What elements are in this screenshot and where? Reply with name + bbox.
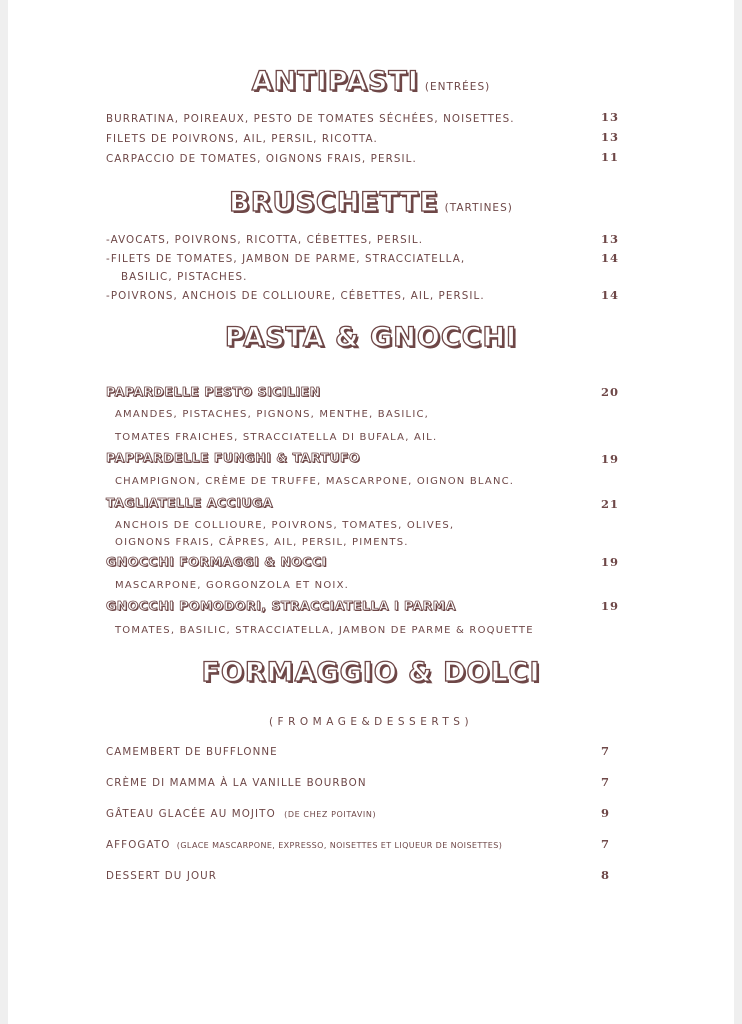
dish-description: AMANDES, PISTACHES, PIGNONS, MENTHE, BASILIC, <box>115 409 430 420</box>
antipasti-heading <box>8 66 734 97</box>
dish-description: TOMATES, BASILIC, STRACCIATELLA, JAMBON DE PARME & ROQUETTE <box>115 625 534 636</box>
item-price: 14 <box>601 251 620 265</box>
item-text <box>106 839 502 851</box>
item-note: (DE CHEZ POITAVIN) <box>284 810 377 819</box>
item-price: 7 <box>601 744 611 758</box>
item-price: 21 <box>601 497 620 511</box>
dish-description: ANCHOIS DE COLLIOURE, POIVRONS, TOMATES, OLIVES, <box>115 520 455 531</box>
item-price: 19 <box>601 452 620 466</box>
item-name: GÂTEAU GLACÉE AU MOJITO <box>106 808 276 820</box>
pasta-title: PASTA & GNOCCHI <box>224 322 518 353</box>
dish-name: GNOCCHI FORMAGGI & NOCCI <box>106 554 327 569</box>
item-price: 13 <box>601 232 620 246</box>
dish-description: OIGNONS FRAIS, CÂPRES, AIL, PERSIL, PIMENTS. <box>115 537 409 548</box>
item-price: 7 <box>601 837 611 851</box>
dish-description: TOMATES FRAICHES, STRACCIATELLA DI BUFALA, AIL. <box>115 432 438 443</box>
item-text: -POIVRONS, ANCHOIS DE COLLIOURE, CÉBETTES, AIL, PERSIL. <box>106 290 485 302</box>
bruschette-subtitle: (TARTINES) <box>444 202 513 214</box>
bruschette-heading <box>8 187 734 218</box>
item-text: DESSERT DU JOUR <box>106 870 218 882</box>
dish-name: TAGLIATELLE ACCIUGA <box>106 495 273 510</box>
bruschette-title: BRUSCHETTE <box>229 187 439 218</box>
item-price: 20 <box>601 385 620 399</box>
item-name: AFFOGATO <box>106 839 171 851</box>
item-price: 19 <box>601 555 620 569</box>
item-text: BASILIC, PISTACHES. <box>121 271 248 283</box>
dish-name: GNOCCHI POMODORI, STRACCIATELLA I PARMA <box>106 598 456 613</box>
item-price: 19 <box>601 599 620 613</box>
item-price: 9 <box>601 806 611 820</box>
item-text: BURRATINA, POIREAUX, PESTO DE TOMATES SÉCHÉES, NOISETTES. <box>106 113 515 125</box>
formaggio-subtitle: (FROMAGE&DESSERTS) <box>268 716 474 728</box>
item-text: CAMEMBERT DE BUFFLONNE <box>106 746 278 758</box>
item-price: 13 <box>601 110 620 124</box>
item-note: (GLACE MASCARPONE, EXPRESSO, NOISETTES ET LIQUEUR DE NOISETTES) <box>176 841 503 850</box>
menu-page <box>8 0 734 1024</box>
antipasti-title: ANTIPASTI <box>251 66 419 97</box>
pasta-heading <box>8 322 734 353</box>
dish-description: CHAMPIGNON, CRÈME DE TRUFFE, MASCARPONE, OIGNON BLANC. <box>115 476 515 487</box>
item-text: FILETS DE POIVRONS, AIL, PERSIL, RICOTTA. <box>106 133 378 145</box>
item-text: -AVOCATS, POIVRONS, RICOTTA, CÉBETTES, PERSIL. <box>106 234 424 246</box>
item-text: CARPACCIO DE TOMATES, OIGNONS FRAIS, PERSIL. <box>106 153 417 165</box>
item-text: CRÈME DI MAMMA À LA VANILLE BOURBON <box>106 777 367 789</box>
item-price: 8 <box>601 868 611 882</box>
dish-name: PAPARDELLE PESTO SICILIEN <box>106 384 321 399</box>
item-text: -FILETS DE TOMATES, JAMBON DE PARME, STRACCIATELLA, <box>106 253 466 265</box>
dish-name: PAPPARDELLE FUNGHI & TARTUFO <box>106 450 361 465</box>
item-price: 11 <box>601 150 620 164</box>
item-price: 13 <box>601 130 620 144</box>
formaggio-title: FORMAGGIO & DOLCI <box>201 657 541 688</box>
dish-description: MASCARPONE, GORGONZOLA ET NOIX. <box>115 580 349 591</box>
item-price: 14 <box>601 288 620 302</box>
antipasti-subtitle: (ENTRÉES) <box>424 81 491 93</box>
item-text <box>106 808 376 820</box>
item-price: 7 <box>601 775 611 789</box>
formaggio-heading <box>8 657 734 688</box>
